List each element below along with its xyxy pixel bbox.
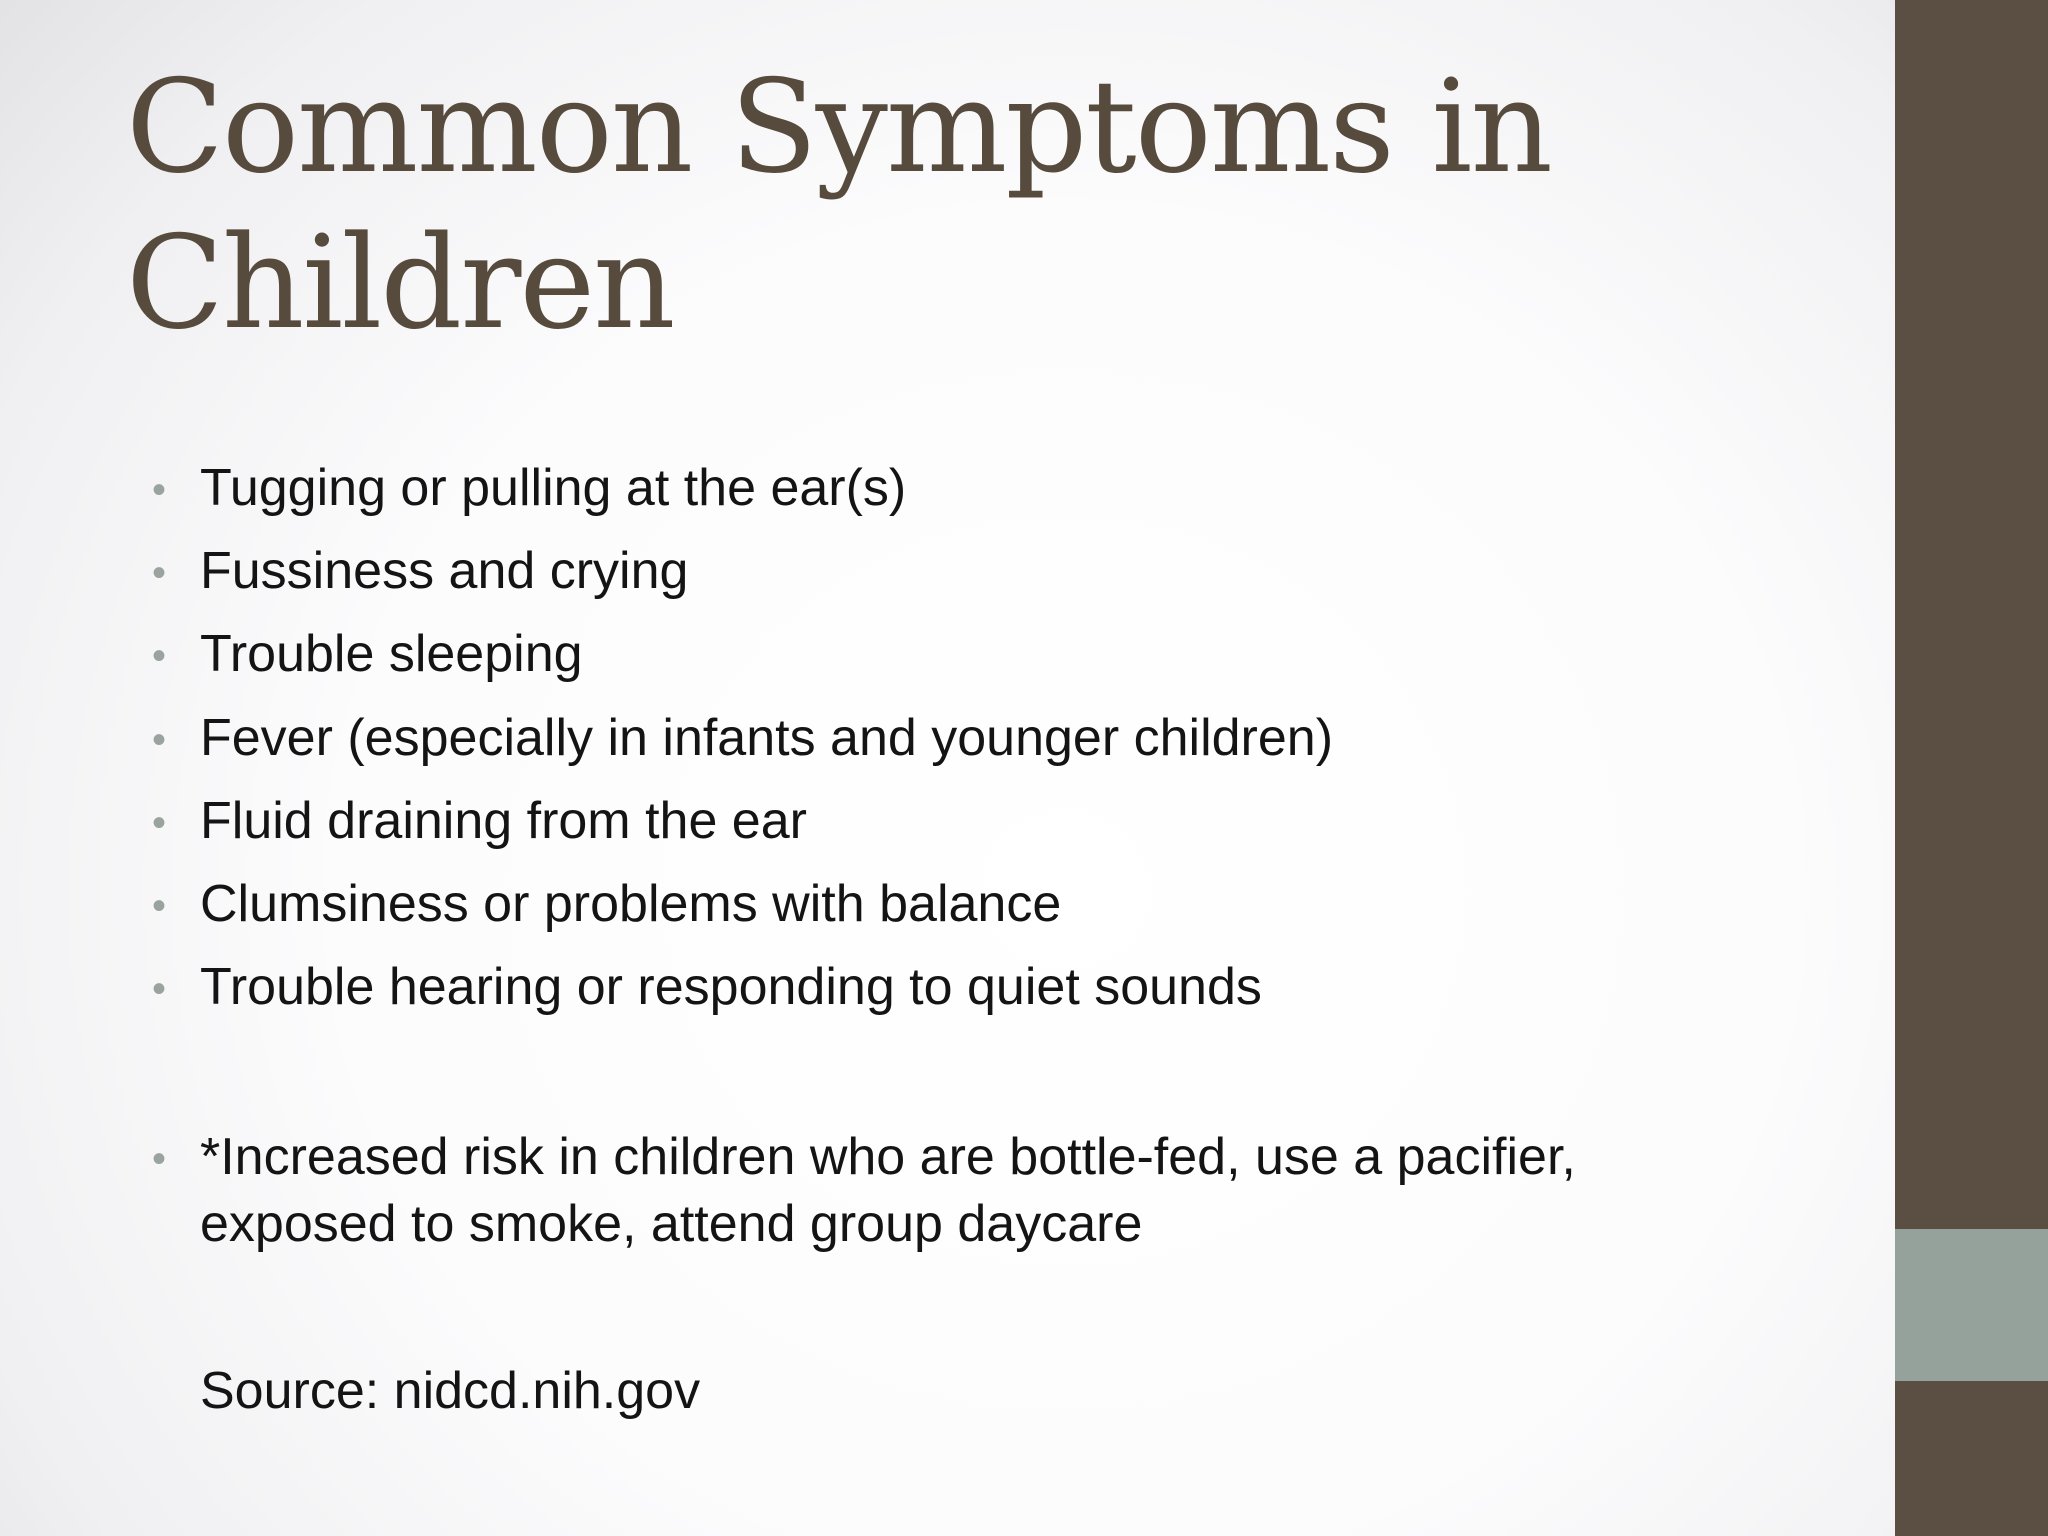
side-accent-block (1895, 1229, 2048, 1381)
bullet-dot-icon: • (152, 551, 167, 595)
bullet-text: Fussiness and crying (200, 542, 689, 600)
bullet-item (152, 871, 1760, 938)
bullet-item (152, 538, 1760, 605)
bullet-item (152, 455, 1760, 522)
bullet-text: Tugging or pulling at the ear(s) (200, 459, 907, 517)
bullet-item (152, 788, 1760, 855)
bullet-text: Fluid draining from the ear (200, 792, 807, 850)
bullet-dot-icon: • (152, 634, 167, 678)
bullet-text: *Increased risk in children who are bottle-fed, use a pacifier, exposed to smoke, attend group daycare (200, 1128, 1576, 1253)
bullet-item (152, 621, 1760, 688)
bullet-dot-icon: • (152, 1137, 167, 1181)
bullet-dot-icon: • (152, 468, 167, 512)
bullet-item-note (152, 1124, 1760, 1258)
bullet-item (152, 705, 1760, 772)
bullet-item (152, 954, 1760, 1021)
bullet-dot-icon: • (152, 718, 167, 762)
bullet-text: Fever (especially in infants and younger children) (200, 709, 1334, 767)
slide-title: Common Symptoms in Children (126, 53, 1551, 358)
bullet-text: Clumsiness or problems with balance (200, 875, 1062, 933)
bullet-text: Trouble sleeping (200, 625, 583, 683)
bullet-dot-icon: • (152, 884, 167, 928)
bullet-dot-icon: • (152, 801, 167, 845)
bullet-text: Trouble hearing or responding to quiet sounds (200, 958, 1262, 1016)
source-citation: Source: nidcd.nih.gov (200, 1362, 701, 1420)
bullet-dot-icon: • (152, 967, 167, 1011)
